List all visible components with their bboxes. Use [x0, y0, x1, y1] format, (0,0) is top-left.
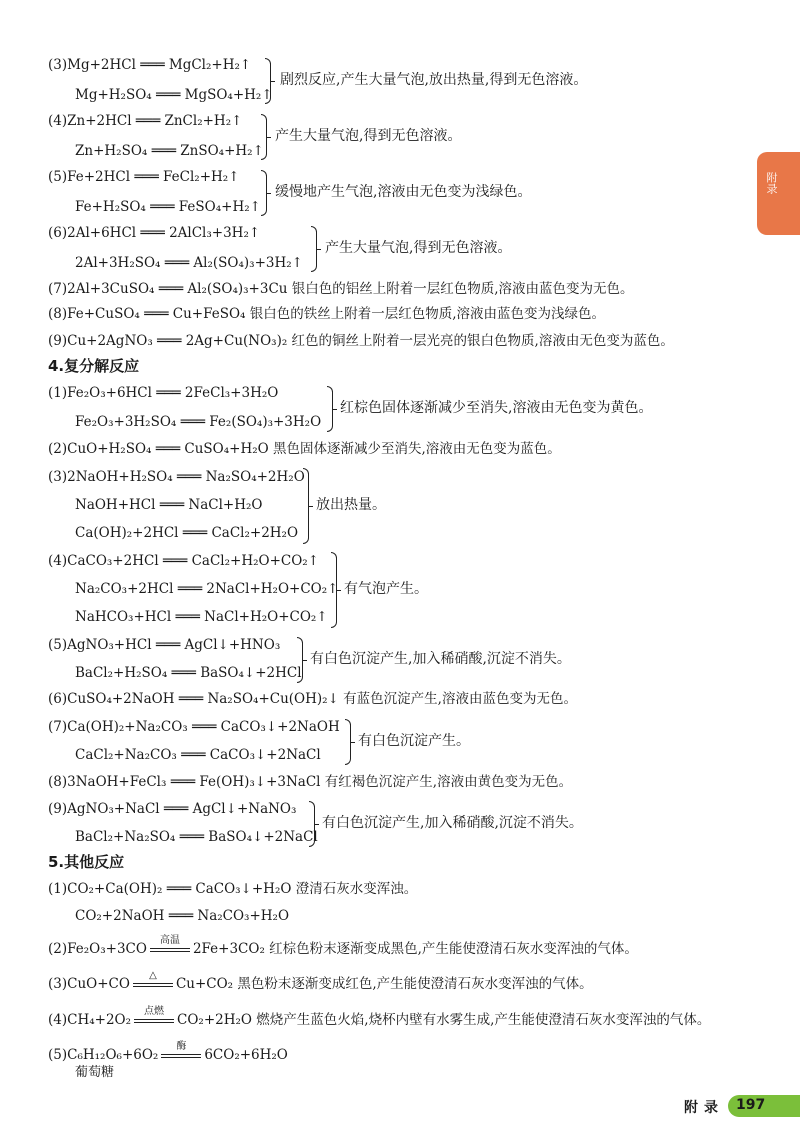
metathesis-3a: (3)2NaOH+H₂SO₄ ═══ Na₂SO₄+2H₂O	[48, 469, 305, 485]
condition-label: 高温	[159, 934, 180, 946]
brace	[261, 170, 267, 216]
condition-arrow	[133, 969, 173, 987]
other-2	[48, 934, 638, 958]
condition-label: 点燃	[144, 1005, 165, 1017]
page-number-badge	[728, 1095, 800, 1117]
other-3-reactants: (3)CuO+CO	[48, 976, 130, 992]
other-3	[48, 969, 593, 993]
reaction-6b: 2Al+3H₂SO₄ ═══ Al₂(SO₄)₃+3H₂↑	[75, 255, 303, 271]
metathesis-4-desc: 有气泡产生。	[344, 581, 428, 597]
metathesis-7b: CaCl₂+Na₂CO₃ ═══ CaCO₃↓+2NaCl	[75, 747, 321, 763]
other-5-reactants: (5)C₆H₁₂O₆+6O₂	[48, 1047, 159, 1063]
metathesis-4c: NaHCO₃+HCl ═══ NaCl+H₂O+CO₂↑	[75, 609, 328, 625]
condition-arrow	[161, 1040, 201, 1058]
other-5	[48, 1040, 288, 1064]
metathesis-9a: (9)AgNO₃+NaCl ═══ AgCl↓+NaNO₃	[48, 801, 297, 817]
metathesis-1b: Fe₂O₃+3H₂SO₄ ═══ Fe₂(SO₄)₃+3H₂O	[75, 414, 322, 430]
other-1b: CO₂+2NaOH ═══ Na₂CO₃+H₂O	[75, 908, 290, 924]
reaction-3a: (3)Mg+2HCl ═══ MgCl₂+H₂↑	[48, 57, 252, 73]
reaction-4-desc: 产生大量气泡,得到无色溶液。	[275, 128, 462, 144]
brace	[261, 114, 267, 160]
reaction-5a: (5)Fe+2HCl ═══ FeCl₂+H₂↑	[48, 169, 240, 185]
metathesis-9-desc: 有白色沉淀产生,加入稀硝酸,沉淀不消失。	[322, 815, 583, 831]
metathesis-7a: (7)Ca(OH)₂+Na₂CO₃ ═══ CaCO₃↓+2NaOH	[48, 719, 340, 735]
condition-label: 酶	[176, 1040, 187, 1052]
reaction-4a: (4)Zn+2HCl ═══ ZnCl₂+H₂↑	[48, 113, 243, 129]
metathesis-9b: BaCl₂+Na₂SO₄ ═══ BaSO₄↓+2NaCl	[75, 829, 318, 845]
brace	[311, 226, 317, 272]
other-3-products: Cu+CO₂ 黑色粉末逐渐变成红色,产生能使澄清石灰水变浑浊的气体。	[175, 976, 593, 992]
metathesis-3c: Ca(OH)₂+2HCl ═══ CaCl₂+2H₂O	[75, 525, 299, 541]
other-4	[48, 1005, 711, 1029]
brace	[265, 58, 271, 104]
reaction-3b: Mg+H₂SO₄ ═══ MgSO₄+H₂↑	[75, 87, 273, 103]
brace	[331, 552, 337, 628]
condition-label: △	[149, 969, 157, 981]
other-2-products: 2Fe+3CO₂ 红棕色粉末逐渐变成黑色,产生能使澄清石灰水变浑浊的气体。	[192, 941, 638, 957]
other-4-products: CO₂+2H₂O 燃烧产生蓝色火焰,烧杯内壁有水雾生成,产生能使澄清石灰水变浑浊的气体。	[177, 1012, 711, 1028]
reaction-8: (8)Fe+CuSO₄ ═══ Cu+FeSO₄ 银白色的铁丝上附着一层红色物质,溶液由蓝色变为浅绿色。	[48, 306, 606, 322]
metathesis-5-desc: 有白色沉淀产生,加入稀硝酸,沉淀不消失。	[310, 651, 571, 667]
reaction-7: (7)2Al+3CuSO₄ ═══ Al₂(SO₄)₃+3Cu 银白色的铝丝上附着一层红色物质,溶液由蓝色变为无色。	[48, 281, 634, 297]
reaction-6-desc: 产生大量气泡,得到无色溶液。	[325, 240, 512, 256]
metathesis-4b: Na₂CO₃+2HCl ═══ 2NaCl+H₂O+CO₂↑	[75, 581, 339, 597]
brace	[303, 468, 309, 544]
other-5-products: 6CO₂+6H₂O	[204, 1047, 288, 1063]
reaction-5-desc: 缓慢地产生气泡,溶液由无色变为浅绿色。	[275, 184, 532, 200]
metathesis-4a: (4)CaCO₃+2HCl ═══ CaCl₂+H₂O+CO₂↑	[48, 553, 320, 569]
metathesis-1-desc: 红棕色固体逐渐减少至消失,溶液由无色变为黄色。	[340, 400, 653, 416]
metathesis-7-desc: 有白色沉淀产生。	[358, 733, 470, 749]
reaction-3-desc: 剧烈反应,产生大量气泡,放出热量,得到无色溶液。	[280, 72, 588, 88]
metathesis-8: (8)3NaOH+FeCl₃ ═══ Fe(OH)₃↓+3NaCl 有红褐色沉淀产生,溶液由黄色变为无色。	[48, 774, 573, 790]
brace	[309, 801, 315, 847]
metathesis-3-desc: 放出热量。	[316, 497, 386, 513]
metathesis-3b: NaOH+HCl ═══ NaCl+H₂O	[75, 497, 263, 513]
section-heading-5: 5.其他反应	[48, 853, 125, 871]
brace	[327, 386, 333, 432]
reaction-5b: Fe+H₂SO₄ ═══ FeSO₄+H₂↑	[75, 199, 261, 215]
section-heading-4: 4.复分解反应	[48, 357, 140, 375]
reaction-6a: (6)2Al+6HCl ═══ 2AlCl₃+3H₂↑	[48, 225, 261, 241]
footer-label: 附录	[684, 1100, 724, 1116]
other-5-note: 葡萄糖	[75, 1065, 115, 1080]
metathesis-6: (6)CuSO₄+2NaOH ═══ Na₂SO₄+Cu(OH)₂↓ 有蓝色沉淀产生,溶液由蓝色变为无色。	[48, 691, 577, 707]
brace	[297, 637, 303, 683]
metathesis-5b: BaCl₂+H₂SO₄ ═══ BaSO₄↓+2HCl	[75, 665, 302, 681]
metathesis-2: (2)CuO+H₂SO₄ ═══ CuSO₄+H₂O 黑色固体逐渐减少至消失,溶液由无色变为蓝色。	[48, 441, 561, 457]
reaction-4b: Zn+H₂SO₄ ═══ ZnSO₄+H₂↑	[75, 143, 264, 159]
side-tab-label: 附录	[765, 172, 778, 194]
condition-arrow	[150, 934, 190, 952]
other-4-reactants: (4)CH₄+2O₂	[48, 1012, 132, 1028]
brace	[345, 719, 351, 765]
other-1a: (1)CO₂+Ca(OH)₂ ═══ CaCO₃↓+H₂O 澄清石灰水变浑浊。	[48, 881, 418, 897]
other-2-reactants: (2)Fe₂O₃+3CO	[48, 941, 147, 957]
page-number: 197	[736, 1097, 766, 1113]
reaction-9: (9)Cu+2AgNO₃ ═══ 2Ag+Cu(NO₃)₂ 红色的铜丝上附着一层光亮的银白色物质,溶液由无色变为蓝色。	[48, 333, 674, 349]
condition-arrow	[134, 1005, 174, 1023]
appendix-side-tab	[757, 152, 800, 235]
metathesis-5a: (5)AgNO₃+HCl ═══ AgCl↓+HNO₃	[48, 637, 281, 653]
metathesis-1a: (1)Fe₂O₃+6HCl ═══ 2FeCl₃+3H₂O	[48, 385, 279, 401]
